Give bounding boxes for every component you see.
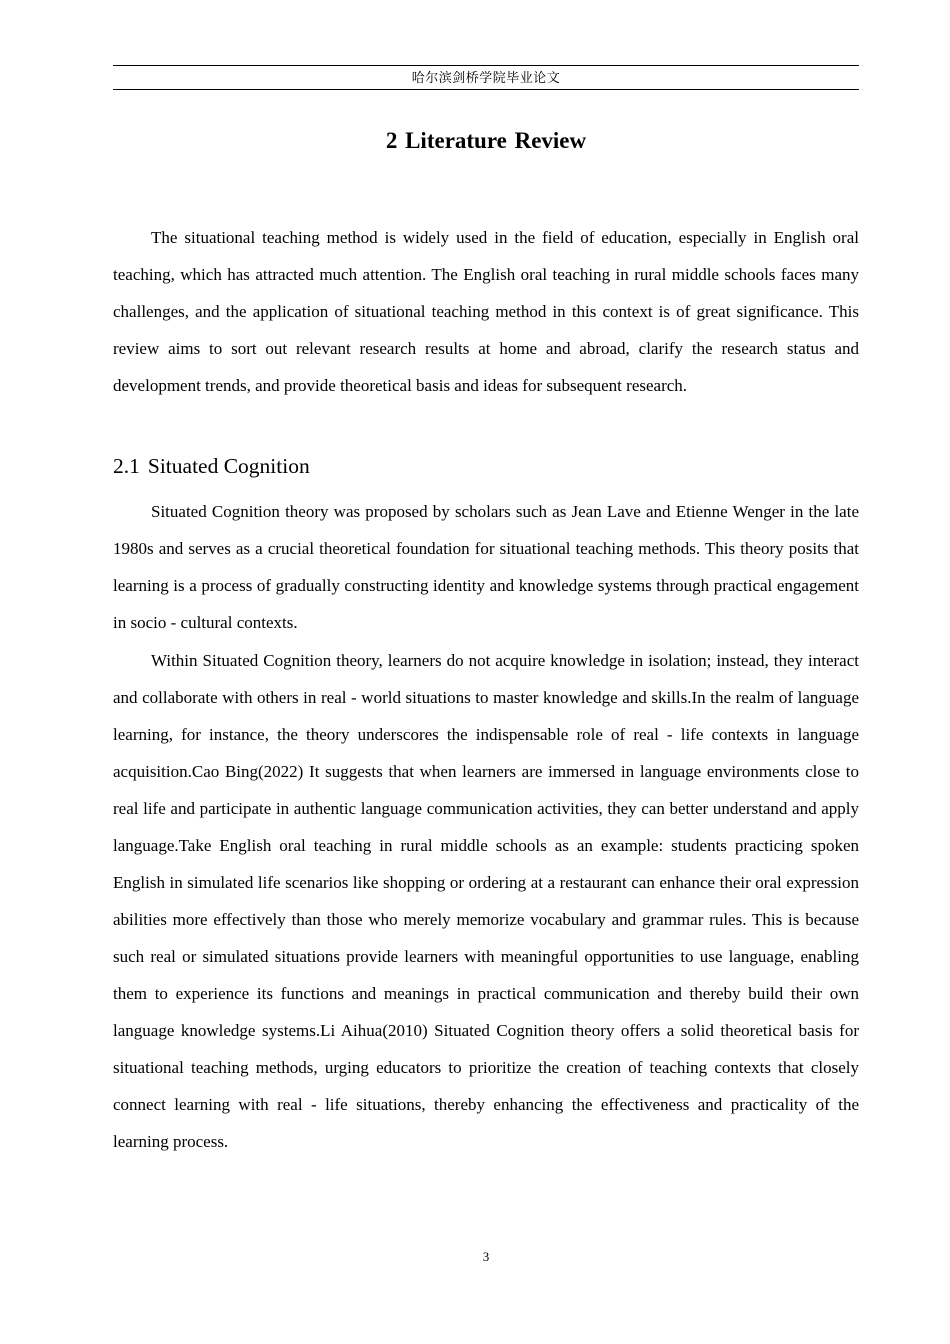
section-number: 2.1 (113, 454, 140, 478)
running-header: 哈尔滨剑桥学院毕业论文 (411, 71, 561, 86)
page-number: 3 (482, 1249, 490, 1264)
header-bottom-rule (113, 89, 859, 90)
header-top-rule (113, 65, 859, 66)
chapter-title: 2 Literature Review (385, 128, 587, 153)
section-heading (113, 450, 859, 482)
situated-cognition-paragraph-1: Situated Cognition theory was proposed by scholars such as Jean Lave and Etienne Wenger in the late 1980s and serves as a crucial theoretical foundation for situational teaching methods. This theory posits that learning is a process of gradually constructing identity and knowledge systems through practical engagement in socio - cultural contexts. (113, 502, 859, 632)
section-title: Situated Cognition (147, 454, 310, 478)
intro-paragraph: The situational teaching method is widely used in the field of education, especially in English oral teaching, which has attracted much attention. The English oral teaching in rural middle schools faces many challenges, and the application of situational teaching method in this context is of great significance. This review aims to sort out relevant research results at home and abroad, clarify the research status and development trends, and provide theoretical basis and ideas for subsequent research. (113, 228, 859, 395)
situated-cognition-paragraph-2: Within Situated Cognition theory, learners do not acquire knowledge in isolation; instead, they interact and collaborate with others in real - world situations to master knowledge and skills.In the realm of language learning, for instance, the theory underscores the indispensable role of real - life contexts in language acquisition.Cao Bing(2022) It suggests that when learners are immersed in language environments close to real life and participate in authentic language communication activities, they can better understand and apply language.Take English oral teaching in rural middle schools as an example: students practicing spoken English in simulated life scenarios like shopping or ordering at a restaurant can enhance their oral expression abilities more effectively than those who merely memorize vocabulary and grammar rules. This is because such real or simulated situations provide learners with meaningful opportunities to use language, enabling them to experience its functions and meanings in practical communication and thereby build their own language knowledge systems.Li Aihua(2010) Situated Cognition theory offers a solid theoretical basis for situational teaching methods, urging educators to prioritize the creation of teaching contexts that closely connect learning with real - life situations, thereby enhancing the effectiveness and practicality of the learning process. (113, 651, 859, 1151)
